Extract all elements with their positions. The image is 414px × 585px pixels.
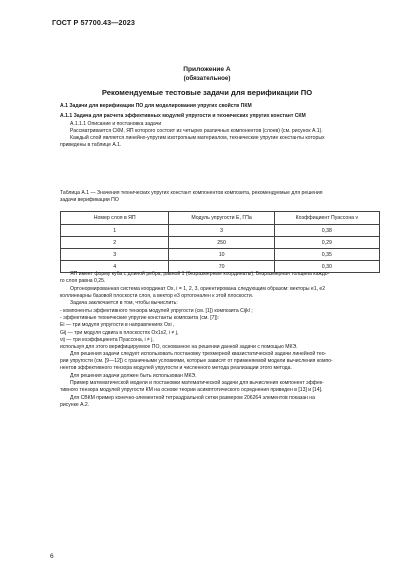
paragraph-line: нентов эффективного тензора модулей упругости и численного метода реализации этого метода. [60, 365, 292, 371]
section-heading-a1: А.1 Задачи для верификации ПО для моделирования упругих свойств ПКМ [60, 103, 252, 109]
paragraph-line: А.1.1.1 Описание и постановка задачи [70, 121, 162, 127]
table-cell: 0,35 [274, 249, 379, 261]
table-cell: 4 [61, 261, 169, 273]
paragraph-line: го слоя равна 0,25. [60, 278, 106, 284]
paragraph-line: ЯП имеет форму куба с длиной ребра, равной 1 (безразмерные координаты). Безразмерная толщина каждо- [70, 271, 330, 277]
paragraph-line: Каждый слой является линейно-упругим изотропным материалом, технические упругие константы которых [70, 135, 325, 141]
paragraph-line: используя для этого верифицируемое ПО, основанное на решении данной задачи с помощью МКЭ. [60, 344, 298, 350]
table-row [61, 237, 380, 249]
appendix-title: Рекомендуемые тестовые задачи для верификации ПО [101, 88, 313, 97]
table-cell: 1 [61, 225, 169, 237]
table-cell: 10 [169, 249, 274, 261]
paragraph-line: Gij — три модуля сдвига в плоскостях Ox1x2, i ≠ j, [60, 330, 179, 336]
paragraph-line: Для решения задачи должен быть использован МКЭ. [70, 373, 197, 379]
table-row [61, 225, 380, 237]
appendix-status: (обязательное) [183, 75, 231, 82]
paragraph-line: Рассматривается СКМ, ЯП которого состоит из четырех различных компонентов (слоев) (см. рисунок А.1). [70, 128, 323, 134]
paragraph-line: Ei — три модуля упругости в направлениях Oxi , [60, 322, 175, 328]
paragraph-line: тивного тензора модулей упругости КМ на основе теории асимптотического осреднения приведен в [13] и [14]. [60, 387, 323, 393]
column-header: Номер слоя в ЯП [61, 212, 169, 225]
table-cell: 0,29 [274, 237, 379, 249]
table-row [61, 249, 380, 261]
paragraph-line: рисунке А.2. [60, 402, 90, 408]
table-cell: 2 [61, 237, 169, 249]
table-cell: 250 [169, 237, 274, 249]
column-header: Модуль упругости E, ГПа [169, 212, 274, 225]
column-header: Коэффициент Пуассона ν [274, 212, 379, 225]
table-cell: 70 [169, 261, 274, 273]
paragraph-line: Ортонормированная система координат Ox, i = 1, 2, 3, ориентирована следующим образом: векторы e1, e2 [70, 286, 326, 292]
table-cell: 0,30 [274, 261, 379, 273]
table-header-row [61, 212, 380, 225]
paragraph-line: - компоненты эффективного тензора модулей упругости (см. [1]) композита C̃ijkl ; [60, 308, 253, 314]
paragraph-line: Для СВКМ пример конечно-элементной тетраэдральной сетки размером 206264 элементов показан на [70, 395, 315, 401]
table-cell: 3 [61, 249, 169, 261]
paragraph-line: Для решения задачи следует использовать постановку трехмерной квазистатической задачи линейной тео- [70, 351, 327, 357]
paragraph-line: рии упругости (см. [9—12]) с граничными условиями, которые зависят от применяемой модели вычисления компо- [60, 358, 333, 364]
paragraph-line: - эффективные технические упругие константы композита (см. [7]): [60, 315, 219, 321]
paragraph-line: коллинеарны базовой плоскости слоя, а вектор e3 ортогонален к этой плоскости. [60, 293, 254, 299]
section-heading-a11: А.1.1 Задача для расчета эффективных модулей упругости и технических упругих констант СКМ [60, 113, 306, 119]
table-caption: Таблица А.1 — Значения технических упругих констант компонентов композита, рекомендуемые для решения [60, 190, 323, 196]
page-number: 6 [50, 553, 54, 560]
paragraph-line: νij — три коэффициента Пуассона, i ≠ j, [60, 337, 154, 343]
paragraph-line: Задача заключается в том, чтобы вычислить: [70, 300, 178, 306]
table-cell: 0,38 [274, 225, 379, 237]
paragraph-line: Пример математической модели и постановки математической задачи для вычисления компонент эффек- [70, 380, 324, 386]
appendix-label: Приложение А [183, 66, 231, 73]
elastic-constants-table [60, 211, 380, 273]
standard-header: ГОСТ Р 57700.43—2023 [52, 18, 135, 27]
paragraph-line: приведены в таблице А.1. [60, 142, 122, 148]
table-caption: задачи верификации ПО [60, 197, 119, 203]
table-cell: 3 [169, 225, 274, 237]
